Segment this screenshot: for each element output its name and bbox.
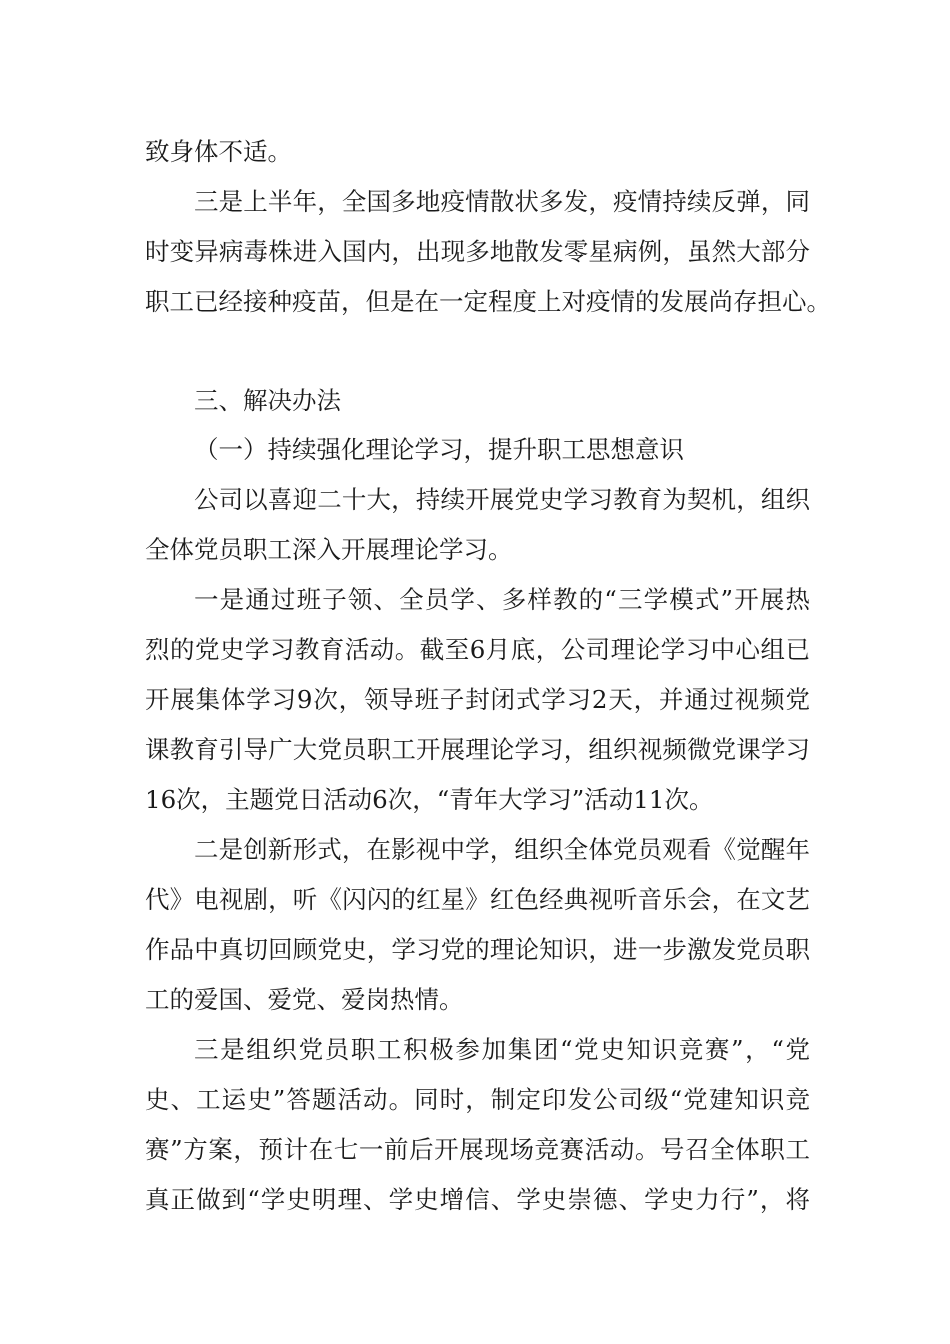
paragraph-line: 代》电视剧，听《闪闪的红星》红色经典视听音乐会，在文艺	[145, 885, 810, 914]
paragraph-line: 时变异病毒株进入国内，出现多地散发零星病例，虽然大部分	[145, 237, 810, 266]
paragraph-line: 全体党员职工深入开展理论学习。	[145, 535, 513, 564]
paragraph-line: 开展集体学习9次，领导班子封闭式学习2天，并通过视频党	[145, 685, 810, 714]
section-heading: 三、解决办法	[194, 386, 341, 415]
paragraph-line: 公司以喜迎二十大，持续开展党史学习教育为契机，组织	[194, 485, 810, 514]
paragraph-line: 赛”方案，预计在七一前后开展现场竞赛活动。号召全体职工	[145, 1135, 810, 1164]
paragraph-line: 三是上半年，全国多地疫情散状多发，疫情持续反弹，同	[194, 187, 810, 216]
paragraph-line: 史、工运史”答题活动。同时，制定印发公司级“党建知识竞	[145, 1085, 810, 1114]
paragraph-line: 烈的党史学习教育活动。截至6月底，公司理论学习中心组已	[145, 635, 810, 664]
paragraph-line: 致身体不适。	[145, 137, 292, 166]
paragraph-line: 真正做到“学史明理、学史增信、学史崇德、学史力行”，将	[145, 1185, 810, 1214]
paragraph-line: 二是创新形式，在影视中学，组织全体党员观看《觉醒年	[194, 835, 810, 864]
paragraph-line: 职工已经接种疫苗，但是在一定程度上对疫情的发展尚存担心。	[145, 287, 831, 316]
subsection-heading: （一）持续强化理论学习，提升职工思想意识	[194, 435, 684, 464]
paragraph-line: 一是通过班子领、全员学、多样教的“三学模式”开展热	[194, 585, 810, 614]
paragraph-line: 作品中真切回顾党史，学习党的理论知识，进一步激发党员职	[145, 935, 810, 964]
paragraph-line: 16次，主题党日活动6次，“青年大学习”活动11次。	[145, 785, 714, 814]
paragraph-line: 工的爱国、爱党、爱岗热情。	[145, 985, 464, 1014]
paragraph-line: 三是组织党员职工积极参加集团“党史知识竞赛”，“党	[194, 1035, 810, 1064]
paragraph-line: 课教育引导广大党员职工开展理论学习，组织视频微党课学习	[145, 735, 810, 764]
